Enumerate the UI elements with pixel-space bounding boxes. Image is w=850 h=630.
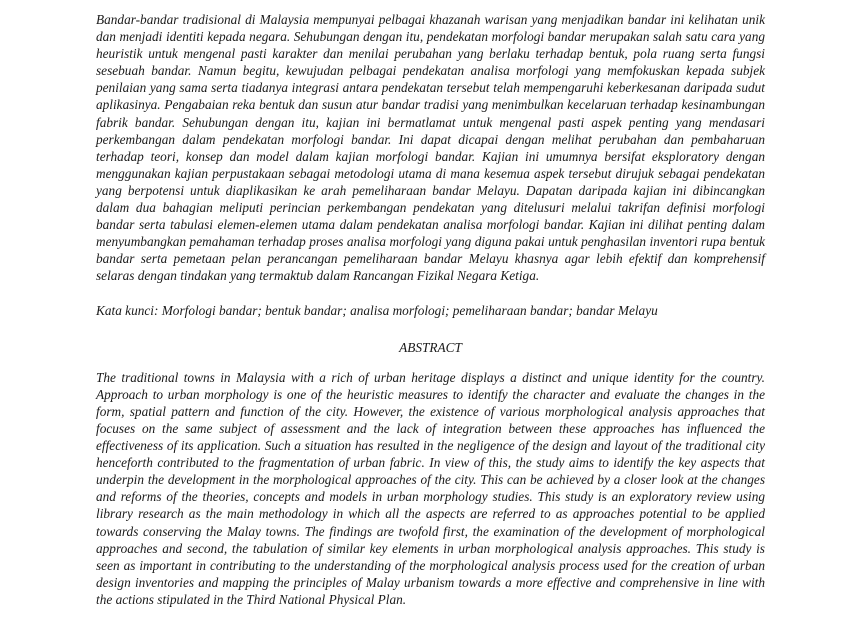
kata-kunci-keywords: Kata kunci: Morfologi bandar; bentuk bandar; analisa morfologi; pemeliharaan bandar; bandar Melayu	[96, 302, 658, 318]
abstract-heading: ABSTRACT	[399, 339, 462, 355]
abstrak-paragraph: Bandar-bandar tradisional di Malaysia mempunyai pelbagai khazanah warisan yang menjadikan bandar ini kelihatan unik dan menjadi identiti kepada negara. Sehubungan dengan itu, pendekatan morfologi bandar merupakan salah satu cara yang heuristik untuk mengenal pasti karakter dan menilai perubahan yang berlaku terhadap bentuk, pola ruang serta fungsi sesebuah bandar. Namun begitu, kewujudan pelbagai pendekatan analisa morfologi yang memfokuskan kepada subjek penilaian yang sama serta tiadanya integrasi antara pendekatan tersebut telah mempengaruhi keberkesanan daripada sudut aplikasinya. Pengabaian reka bentuk dan susun atur bandar tradisi yang menimbulkan kecelaruan terhadap kesinambungan fabrik bandar. Sehubungan dengan itu, kajian ini bermatlamat untuk mengenal pasti aspek penting yang mendasari perkembangan dalam pendekatan morfologi bandar. Ini dapat dicapai dengan melihat perubahan dan pembaharuan terhadap teori, konsep dan model dalam kajian morfologi bandar. Kajian ini umumnya bersifat eksploratory dengan menggunakan kajian perpustakaan sebagai metodologi utama di mana kesemua aspek tersebut dirujuk sebagai pendekatan yang berpotensi untuk diaplikasikan ke arah pemeliharaan bandar Melayu. Dapatan daripada kajian ini dibincangkan dalam dua bahagian meliputi perincian perkembangan pendekatan yang ditelusuri melalui takrifan definisi morfologi bandar serta tabulasi elemen-elemen utama dalam pendekatan analisa morfologi bandar. Kajian ini dilihat penting dalam menyumbangkan pemahaman terhadap proses analisa morfologi yang diguna pakai untuk penghasilan inventori rupa bentuk bandar serta pemetaan pelan perancangan pemeliharaan bandar Melayu khasnya agar lebih efektif dan komprehensif selaras dengan tindakan yang termaktub dalam Rancangan Fizikal Negara Ketiga.	[96, 12, 765, 284]
paper-page	[96, 11, 765, 608]
abstract-paragraph: The traditional towns in Malaysia with a rich of urban heritage displays a distinct and unique identity for the country. Approach to urban morphology is one of the heuristic measures to identify the character and evaluate the changes in the form, spatial pattern and function of the city. However, the existence of various morphological analysis approaches that focuses on the same subject of assessment and the lack of integration between these approaches has influenced the effectiveness of its application. Such a situation has resulted in the negligence of the design and layout of the traditional city henceforth contributed to the fragmentation of urban fabric. In view of this, the study aims to identify the key aspects that underpin the development in the morphological approaches of the city. This can be achieved by a closer look at the changes and reforms of the theories, concepts and models in urban morphology studies. This study is an exploratory review using library research as the main methodology in which all the aspects are referred to as approaches potential to be applied towards conserving the Malay towns. The findings are twofold first, the examination of the development of morphological approaches and second, the tabulation of similar key elements in urban morphological analysis approaches. This study is seen as important in contributing to the understanding of the morphological analysis process used for the creation of urban design inventories and mapping the principles of Malay urbanism towards a more effective and comprehensive in line with the actions stipulated in the Third National Physical Plan.	[96, 369, 765, 607]
